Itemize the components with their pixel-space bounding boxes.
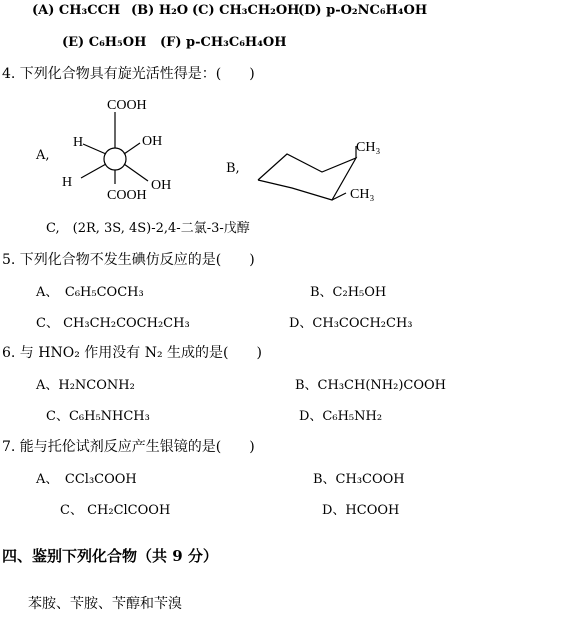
- q3-option-a: (A) CH₃CCH: [32, 3, 121, 18]
- q6-option-d: D、C₆H₅NH₂: [299, 409, 383, 424]
- q3-option-f: (F) p-CH₃C₆H₄OH: [160, 35, 287, 50]
- q3-option-b: (B) H₂O: [131, 3, 189, 18]
- newman-projection: [50, 92, 210, 202]
- q4-option-b-label: B,: [226, 161, 240, 176]
- newman-oh-lower: OH: [151, 178, 172, 193]
- newman-bottom-label: COOH: [107, 188, 147, 202]
- q3-option-e: (E) C₆H₅OH: [62, 35, 147, 50]
- q3-option-c: (C) CH₃CH₂OH: [192, 3, 300, 18]
- q5-option-a: A、 C₆H₅COCH₃: [36, 285, 144, 300]
- q7-option-a: A、 CCl₃COOH: [36, 472, 137, 487]
- q6-option-a: A、H₂NCONH₂: [36, 378, 135, 393]
- chair-ch3-lower: CH₃: [350, 187, 375, 202]
- q3-option-d: (D) p-O₂NC₆H₄OH: [298, 3, 428, 18]
- q7-option-c: C、 CH₂ClCOOH: [60, 503, 171, 518]
- q5-option-c: C、 CH₃CH₂COCH₂CH₃: [36, 316, 190, 331]
- q7-stem: 7. 能与托伦试剂反应产生银镜的是( ): [2, 439, 255, 455]
- newman-h-upper: H: [73, 135, 84, 150]
- newman-oh-upper: OH: [142, 134, 163, 149]
- q4-option-a-label: A,: [36, 148, 50, 163]
- section-item: 苯胺、苄胺、苄醇和苄溴: [28, 596, 182, 612]
- newman-top-label: COOH: [107, 98, 147, 113]
- q5-option-b: B、C₂H₅OH: [310, 285, 387, 300]
- q5-option-d: D、CH₃COCH₂CH₃: [289, 316, 413, 331]
- q5-stem: 5. 下列化合物不发生碘仿反应的是( ): [2, 252, 255, 268]
- q6-option-b: B、CH₃CH(NH₂)COOH: [295, 378, 446, 393]
- q7-option-b: B、CH₃COOH: [313, 472, 405, 487]
- q6-option-c: C、C₆H₅NHCH₃: [46, 409, 150, 424]
- q6-stem: 6. 与 HNO₂ 作用没有 N₂ 生成的是( ): [2, 345, 262, 361]
- q4-stem: 4. 下列化合物具有旋光活性得是：( ): [2, 66, 255, 82]
- section-heading: 四、鉴别下列化合物（共 9 分）: [2, 547, 218, 565]
- q7-option-d: D、HCOOH: [322, 503, 400, 518]
- q4-option-c: C, (2R, 3S, 4S)-2,4-二氯-3-戊醇: [46, 221, 250, 236]
- chair-ch3-upper: CH₃: [356, 140, 381, 155]
- newman-h-lower: H: [62, 175, 73, 190]
- cyclohexane-chair: [252, 138, 402, 218]
